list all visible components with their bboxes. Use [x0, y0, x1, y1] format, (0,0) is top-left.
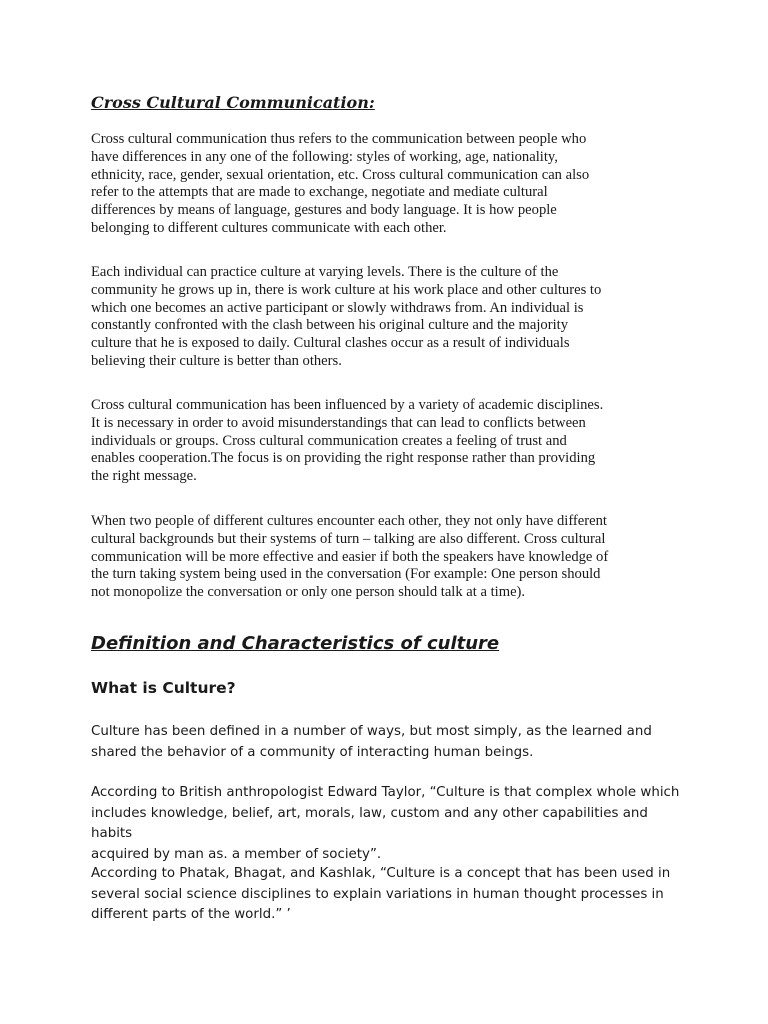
heading-definition-characteristics: Definition and Characteristics of culture — [91, 633, 500, 654]
paragraph-culture-defined: Culture has been defined in a number of ways, but most simply, as the learned and shared the behavior of a community of interacting human beings. — [91, 724, 652, 760]
paragraph-academic-disciplines: Cross cultural communication has been influenced by a variety of academic disciplines. It is necessary in order to avoid misunderstandings that can lead to conflicts between individuals or groups. Cross cultural communication creates a feeling of trust and enables cooperation.The focus is on providing the right response rather than providing the right message. — [91, 397, 604, 485]
paragraph-cross-cultural-definition: Cross cultural communication thus refers to the communication between people who have differences in any one of the following: styles of working, age, nationality, ethnicity, race, gender, sexual orientation, etc. Cross cultural communication can also refer to the attempts that are made to exchange, negotiate and mediate cultural differences by means of language, gestures and body language. It is how people belonging to different cultures communicate with each other. — [91, 131, 590, 236]
heading-what-is-culture: What is Culture? — [91, 679, 236, 697]
paragraph-phatak-quote: According to Phatak, Bhagat, and Kashlak, “Culture is a concept that has been used in several social science disciplines to explain variations in human thought processes in different parts of the world.” ’ — [91, 866, 671, 922]
paragraph-edward-taylor-quote: According to British anthropologist Edward Taylor, “Culture is that complex whole which includes knowledge, belief, art, morals, law, custom and any other capabilities and habits acquired by man as. a member of society”. — [91, 785, 680, 862]
heading-cross-cultural-communication: Cross Cultural Communication: — [91, 93, 375, 112]
paragraph-turn-taking: When two people of different cultures encounter each other, they not only have different cultural backgrounds but their systems of turn – talking are also different. Cross cultural communication will be more effective and easier if both the speakers have knowledge of the turn taking system being used in the conversation (For example: One person should not monopolize the conversation or only one person should talk at a time). — [91, 513, 609, 601]
paragraph-culture-levels: Each individual can practice culture at varying levels. There is the culture of the community he grows up in, there is work culture at his work place and other cultures to which one becomes an active participant or slowly withdraws from. An individual is constantly confronted with the clash between his original culture and the majority culture that he is exposed to daily. Cultural clashes occur as a result of individuals believing their culture is better than others. — [91, 264, 602, 369]
